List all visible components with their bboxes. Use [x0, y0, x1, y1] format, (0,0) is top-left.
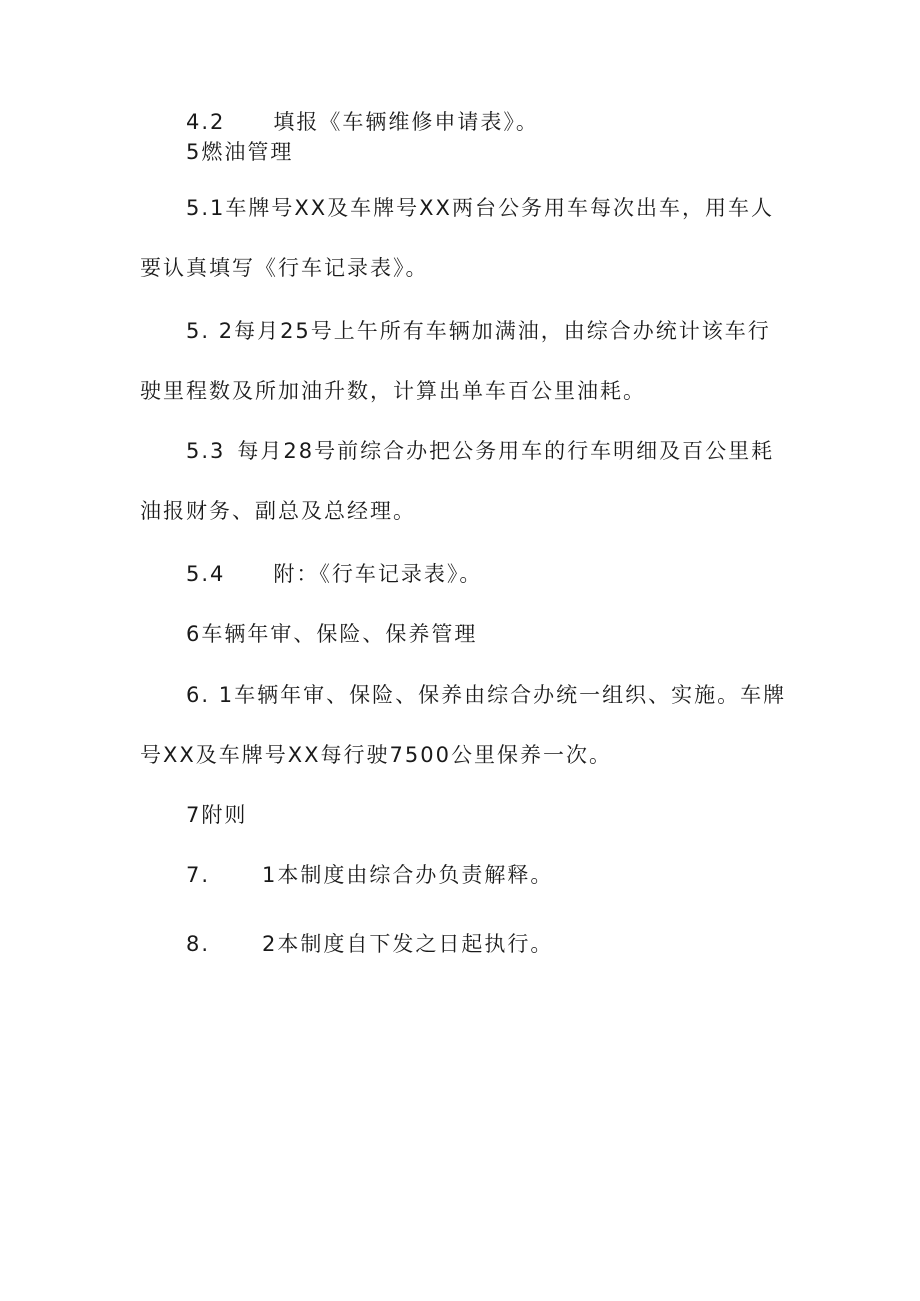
section-heading-5: 5燃油管理 [186, 140, 294, 164]
item-text: 2本制度自下发之日起执行。 [262, 932, 554, 956]
item-5-1-line2: 要认真填写《行车记录表》。 [140, 256, 429, 280]
item-text: 每月28号前综合办把公务用车的行车明细及百公里耗 [237, 439, 775, 463]
item-number: 5.4 [186, 562, 226, 586]
item-5-4 [186, 560, 482, 588]
item-text: 填报《车辆维修申请表》。 [273, 110, 539, 134]
section-heading-6: 6车辆年审、保险、保养管理 [186, 622, 478, 646]
item-number: 5.3 [186, 439, 226, 463]
item-5-2-line1: 5. 2每月25号上午所有车辆加满油，由综合办统计该车行 [186, 319, 771, 343]
item-5-3-line2: 油报财务、副总及总经理。 [140, 499, 416, 523]
item-7 [186, 861, 553, 889]
item-5-3-line1 [186, 437, 774, 465]
item-number: 8. [186, 932, 211, 956]
item-6-1-line2: 号XX及车牌号XX每行驶7500公里保养一次。 [140, 743, 612, 767]
item-text: 1本制度由综合办负责解释。 [262, 863, 554, 887]
item-5-1-line1: 5.1车牌号XX及车牌号XX两台公务用车每次出车，用车人 [186, 196, 774, 220]
item-6-1-line1: 6. 1车辆年审、保险、保养由综合办统一组织、实施。车牌 [186, 683, 787, 707]
section-heading-7: 7附则 [186, 803, 248, 827]
item-4-2 [186, 108, 539, 136]
item-number: 4.2 [186, 110, 226, 134]
item-text: 附：《行车记录表》。 [273, 562, 483, 586]
item-number: 7. [186, 863, 211, 887]
item-8 [186, 930, 553, 958]
item-5-2-line2: 驶里程数及所加油升数，计算出单车百公里油耗。 [140, 379, 646, 403]
